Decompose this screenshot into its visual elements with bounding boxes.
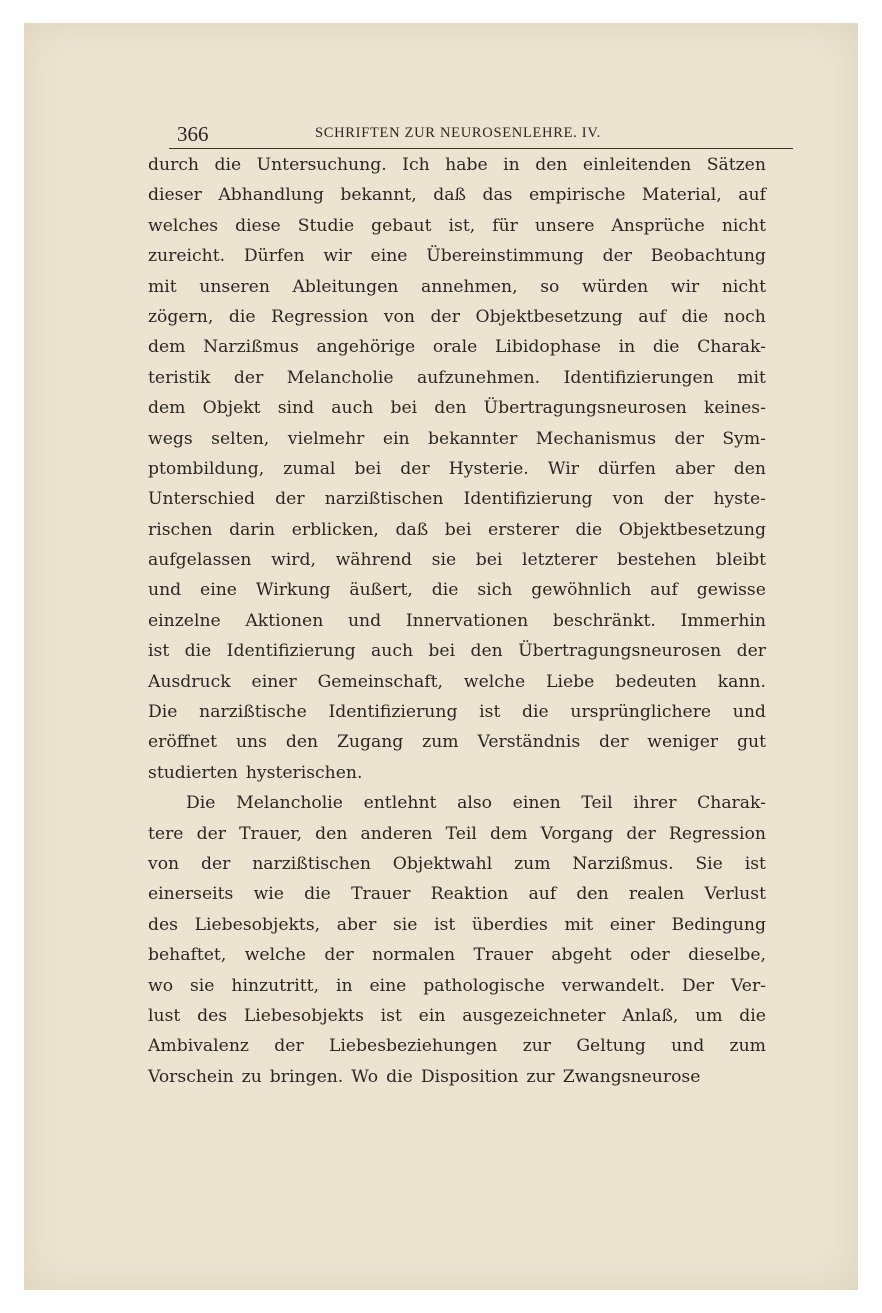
word: weniger <box>647 732 719 753</box>
word: zum <box>422 732 459 753</box>
word: angehörige <box>316 337 416 358</box>
word: eine <box>369 975 407 996</box>
text-line <box>148 971 766 1001</box>
word: annehmen, <box>420 276 518 297</box>
word: der <box>736 641 766 662</box>
word: narzißtische <box>199 702 307 723</box>
word: empirische <box>529 185 626 206</box>
word: der <box>663 489 694 510</box>
word: pathologische <box>423 975 545 996</box>
word: einen <box>512 793 561 814</box>
word: darin <box>229 519 276 540</box>
word: gebaut <box>371 215 432 236</box>
word: Ausdruck <box>148 671 231 692</box>
word: den <box>315 823 348 844</box>
word: abgeht <box>551 945 612 966</box>
word: bestehen <box>616 550 697 571</box>
word: ist <box>148 641 170 662</box>
word: die <box>739 1005 766 1026</box>
page-header <box>169 118 793 149</box>
word: sie <box>431 550 457 571</box>
word: sie <box>189 975 215 996</box>
word: Sätzen <box>706 155 766 175</box>
word: Die <box>148 702 178 723</box>
word: einzelne <box>148 610 221 631</box>
word: wird, <box>271 550 316 571</box>
word: Unterschied <box>148 489 256 510</box>
word: daß <box>395 519 429 540</box>
word: von <box>612 489 644 510</box>
word: gewisse <box>696 580 766 601</box>
word: daß <box>433 185 466 206</box>
word: Dürfen <box>243 246 305 267</box>
word: einer <box>251 671 297 692</box>
word: und <box>148 580 182 601</box>
word: aufzunehmen. <box>416 367 541 388</box>
text-line <box>148 575 766 605</box>
word: ursprünglichere <box>570 702 712 723</box>
text-line <box>148 819 766 849</box>
word: ist <box>380 1005 402 1026</box>
page-number: 366 <box>177 122 209 146</box>
word: einer <box>609 914 655 935</box>
word: die <box>304 884 331 905</box>
word: eine <box>370 246 408 267</box>
word: entlehnt <box>363 793 437 814</box>
word: Disposition <box>420 1066 519 1087</box>
word: Ansprüche <box>611 215 705 236</box>
word: Wir <box>547 458 579 479</box>
word: auf <box>738 185 766 206</box>
word: Vorschein <box>148 1066 234 1087</box>
word: unseren <box>199 276 270 297</box>
word: der <box>602 246 632 267</box>
word: Identifizierungen <box>563 367 714 388</box>
word: Gemeinschaft, <box>317 671 443 692</box>
text-line <box>148 788 766 818</box>
word: Teil <box>445 823 477 844</box>
word: also <box>457 793 493 814</box>
word: wegs <box>148 428 193 449</box>
word: teristik <box>148 367 211 388</box>
word: durch <box>148 155 199 175</box>
word: den <box>434 398 467 419</box>
word: beschränkt. <box>552 610 656 631</box>
text-line <box>148 424 766 454</box>
word: Untersuchung. <box>256 155 387 175</box>
word: ersterer <box>488 519 559 540</box>
word: aufgelassen <box>148 550 252 571</box>
word: Charak- <box>697 337 766 358</box>
word: narzißtischen <box>324 489 444 510</box>
word: ein <box>418 1005 446 1026</box>
text-line <box>148 1062 766 1092</box>
word: aber <box>674 458 715 479</box>
word: Narzißmus. <box>572 853 674 874</box>
word: von <box>383 306 415 327</box>
word: auch <box>331 398 374 419</box>
word: dieselbe, <box>688 945 766 966</box>
text-line <box>148 484 766 514</box>
word: welche <box>463 671 526 692</box>
text-line <box>148 667 766 697</box>
text-line <box>148 363 766 393</box>
word: dieser <box>148 185 202 206</box>
word: des <box>148 914 178 935</box>
word: wir <box>323 246 352 267</box>
word: mit <box>737 367 766 388</box>
word: einerseits <box>148 884 234 905</box>
word: sind <box>277 398 315 419</box>
word: Verlust <box>704 884 766 905</box>
word: Regression <box>271 306 369 327</box>
word: Liebesobjekts <box>243 1005 364 1026</box>
word: der <box>200 853 231 874</box>
text-line <box>148 758 766 788</box>
word: in <box>503 155 520 175</box>
word: Übereinstimmung <box>426 246 584 267</box>
word: der <box>196 823 226 844</box>
word: Wo <box>351 1066 379 1087</box>
word: keines- <box>703 398 766 419</box>
word: die <box>214 155 242 175</box>
word: und <box>671 1036 705 1057</box>
word: Übertragungsneurosen <box>518 641 722 662</box>
word: für <box>492 215 518 236</box>
word: Melancholie <box>286 367 394 388</box>
word: äußert, <box>349 580 413 601</box>
word: in <box>618 337 636 358</box>
text-line <box>148 849 766 879</box>
word: gut <box>737 732 766 753</box>
word: wo <box>148 975 174 996</box>
word: eröffnet <box>148 732 218 753</box>
word: ptombildung, <box>148 458 265 479</box>
word: Trauer, <box>239 823 303 844</box>
word: der <box>400 458 430 479</box>
word: Identifizierung <box>463 489 593 510</box>
text-line <box>148 150 766 180</box>
word: bei <box>390 398 418 419</box>
word: des <box>197 1005 228 1026</box>
text-line <box>148 393 766 423</box>
word: normalen <box>372 945 456 966</box>
word: Objektbesetzung <box>618 519 766 540</box>
word: Trauer <box>351 884 411 905</box>
word: der <box>626 823 656 844</box>
word: den <box>470 641 503 662</box>
word: der <box>233 367 264 388</box>
word: die <box>431 580 459 601</box>
word: Verständnis <box>477 732 581 753</box>
word: ist, <box>448 215 476 236</box>
word: Der <box>681 975 715 996</box>
word: Beobachtung <box>650 246 766 267</box>
word: aber <box>336 914 377 935</box>
word: zögern, <box>148 306 214 327</box>
word: die <box>652 337 680 358</box>
word: narzißtischen <box>252 853 371 874</box>
text-line <box>148 940 766 970</box>
word: Libidophase <box>494 337 602 358</box>
text-line <box>148 910 766 940</box>
word: den <box>535 155 568 175</box>
word: mit <box>564 914 594 935</box>
word: tere <box>148 823 184 844</box>
word: die <box>228 306 256 327</box>
word: studierten <box>148 762 238 783</box>
word: wie <box>253 884 284 905</box>
word: Objektwahl <box>392 853 493 874</box>
word: der <box>674 428 704 449</box>
word: Ableitungen <box>292 276 399 297</box>
word: Immerhin <box>680 610 766 631</box>
word: realen <box>628 884 685 905</box>
word: Vorgang <box>540 823 614 844</box>
word: vielmehr <box>287 428 365 449</box>
word: welche <box>244 945 306 966</box>
word: Charak- <box>697 793 766 814</box>
word: bedeuten <box>615 671 697 692</box>
word: bekannt, <box>340 185 417 206</box>
text-line <box>148 636 766 666</box>
word: auf <box>650 580 678 601</box>
text-line <box>148 879 766 909</box>
word: habe <box>445 155 488 175</box>
word: würden <box>581 276 649 297</box>
text-line <box>148 697 766 727</box>
word: der <box>430 306 460 327</box>
word: von <box>148 853 180 874</box>
word: so <box>540 276 560 297</box>
word: einleitenden <box>582 155 692 175</box>
word: mit <box>148 276 177 297</box>
text-line <box>148 302 766 332</box>
word: die <box>575 519 603 540</box>
word: dem <box>148 337 186 358</box>
word: ist <box>479 702 501 723</box>
word: Ambivalenz <box>148 1036 249 1057</box>
text-line <box>148 332 766 362</box>
word: überdies <box>471 914 548 935</box>
word: zu <box>241 1066 262 1087</box>
word: gewöhnlich <box>531 580 632 601</box>
word: nicht <box>721 276 766 297</box>
word: die <box>681 306 709 327</box>
text-line <box>148 515 766 545</box>
word: wir <box>670 276 700 297</box>
word: Sie <box>695 853 723 874</box>
word: zur <box>526 1066 555 1087</box>
word: rischen <box>148 519 213 540</box>
word: der <box>275 489 305 510</box>
word: bleibt <box>715 550 766 571</box>
word: die <box>522 702 549 723</box>
word: noch <box>723 306 766 327</box>
word: zum <box>514 853 551 874</box>
text-line <box>148 1031 766 1061</box>
word: Melancholie <box>236 793 343 814</box>
word: Ich <box>402 155 430 175</box>
word: dem <box>148 398 186 419</box>
word: anderen <box>360 823 433 844</box>
word: der <box>599 732 629 753</box>
word: zur <box>522 1036 552 1057</box>
word: Ver- <box>730 975 766 996</box>
word: Aktionen <box>245 610 324 631</box>
word: ist <box>744 853 766 874</box>
word: zureicht. <box>148 246 226 267</box>
word: orale <box>432 337 478 358</box>
word: Zwangsneurose <box>562 1066 701 1087</box>
word: hyste- <box>713 489 766 510</box>
word: Abhandlung <box>218 185 324 206</box>
word: bei <box>354 458 382 479</box>
word: ein <box>382 428 410 449</box>
word: kann. <box>717 671 766 692</box>
word: oder <box>630 945 670 966</box>
word: Liebesbeziehungen <box>328 1036 498 1057</box>
text-line <box>148 241 766 271</box>
text-line <box>148 545 766 575</box>
word: Die <box>186 793 216 814</box>
word: dürfen <box>598 458 656 479</box>
word: Sym- <box>722 428 766 449</box>
word: auch <box>371 641 414 662</box>
word: Identifizierung <box>226 641 356 662</box>
word: erblicken, <box>291 519 379 540</box>
word: die <box>386 1066 413 1087</box>
word: Identifizierung <box>328 702 458 723</box>
word: Innervationen <box>405 610 529 631</box>
word: hinzutritt, <box>231 975 320 996</box>
word: und <box>732 702 766 723</box>
word: Anlaß, <box>622 1005 679 1026</box>
word: zumal <box>283 458 336 479</box>
word: das <box>482 185 513 206</box>
word: zum <box>729 1036 766 1057</box>
word: sie <box>392 914 418 935</box>
word: Reaktion <box>430 884 509 905</box>
body-text <box>148 150 766 1092</box>
word: ist <box>434 914 456 935</box>
word: während <box>335 550 413 571</box>
word: bringen. <box>269 1066 344 1087</box>
word: diese <box>235 215 281 236</box>
word: Objekt <box>202 398 261 419</box>
word: der <box>274 1036 304 1057</box>
word: welches <box>148 215 219 236</box>
text-line <box>148 727 766 757</box>
word: Narzißmus <box>203 337 299 358</box>
word: Trauer <box>473 945 533 966</box>
word: der <box>324 945 354 966</box>
word: Wirkung <box>255 580 331 601</box>
word: bei <box>428 641 456 662</box>
word: nicht <box>721 215 766 236</box>
word: hysterischen. <box>245 762 363 783</box>
word: ihrer <box>633 793 677 814</box>
word: Studie <box>297 215 355 236</box>
word: lust <box>148 1005 181 1026</box>
word: die <box>184 641 212 662</box>
word: Mechanismus <box>535 428 657 449</box>
word: bei <box>475 550 503 571</box>
word: Liebe <box>546 671 595 692</box>
word: letzterer <box>522 550 598 571</box>
word: verwandelt. <box>561 975 665 996</box>
word: den <box>285 732 319 753</box>
word: dem <box>489 823 528 844</box>
text-line <box>148 1001 766 1031</box>
word: Material, <box>641 185 722 206</box>
word: eine <box>200 580 237 601</box>
word: Übertragungsneurosen <box>483 398 687 419</box>
word: und <box>347 610 382 631</box>
text-line <box>148 454 766 484</box>
word: Zugang <box>336 732 404 753</box>
word: den <box>733 458 766 479</box>
word: uns <box>235 732 267 753</box>
word: Liebesobjekts, <box>194 914 321 935</box>
text-line <box>148 606 766 636</box>
text-line <box>148 272 766 302</box>
running-head: SCHRIFTEN ZUR NEUROSENLEHRE. IV. <box>315 125 601 141</box>
word: in <box>335 975 353 996</box>
word: den <box>576 884 609 905</box>
word: um <box>695 1005 723 1026</box>
word: Geltung <box>576 1036 646 1057</box>
word: auf <box>638 306 666 327</box>
word: Regression <box>668 823 766 844</box>
word: bekannter <box>428 428 518 449</box>
word: sich <box>477 580 513 601</box>
word: Objektbesetzung <box>475 306 623 327</box>
word: auf <box>528 884 557 905</box>
word: selten, <box>211 428 270 449</box>
text-line <box>148 180 766 210</box>
word: behaftet, <box>148 945 227 966</box>
word: bei <box>444 519 472 540</box>
word: Hysterie. <box>448 458 529 479</box>
word: unsere <box>534 215 595 236</box>
word: ausgezeichneter <box>462 1005 606 1026</box>
text-line <box>148 211 766 241</box>
word: Teil <box>581 793 613 814</box>
word: Bedingung <box>671 914 766 935</box>
